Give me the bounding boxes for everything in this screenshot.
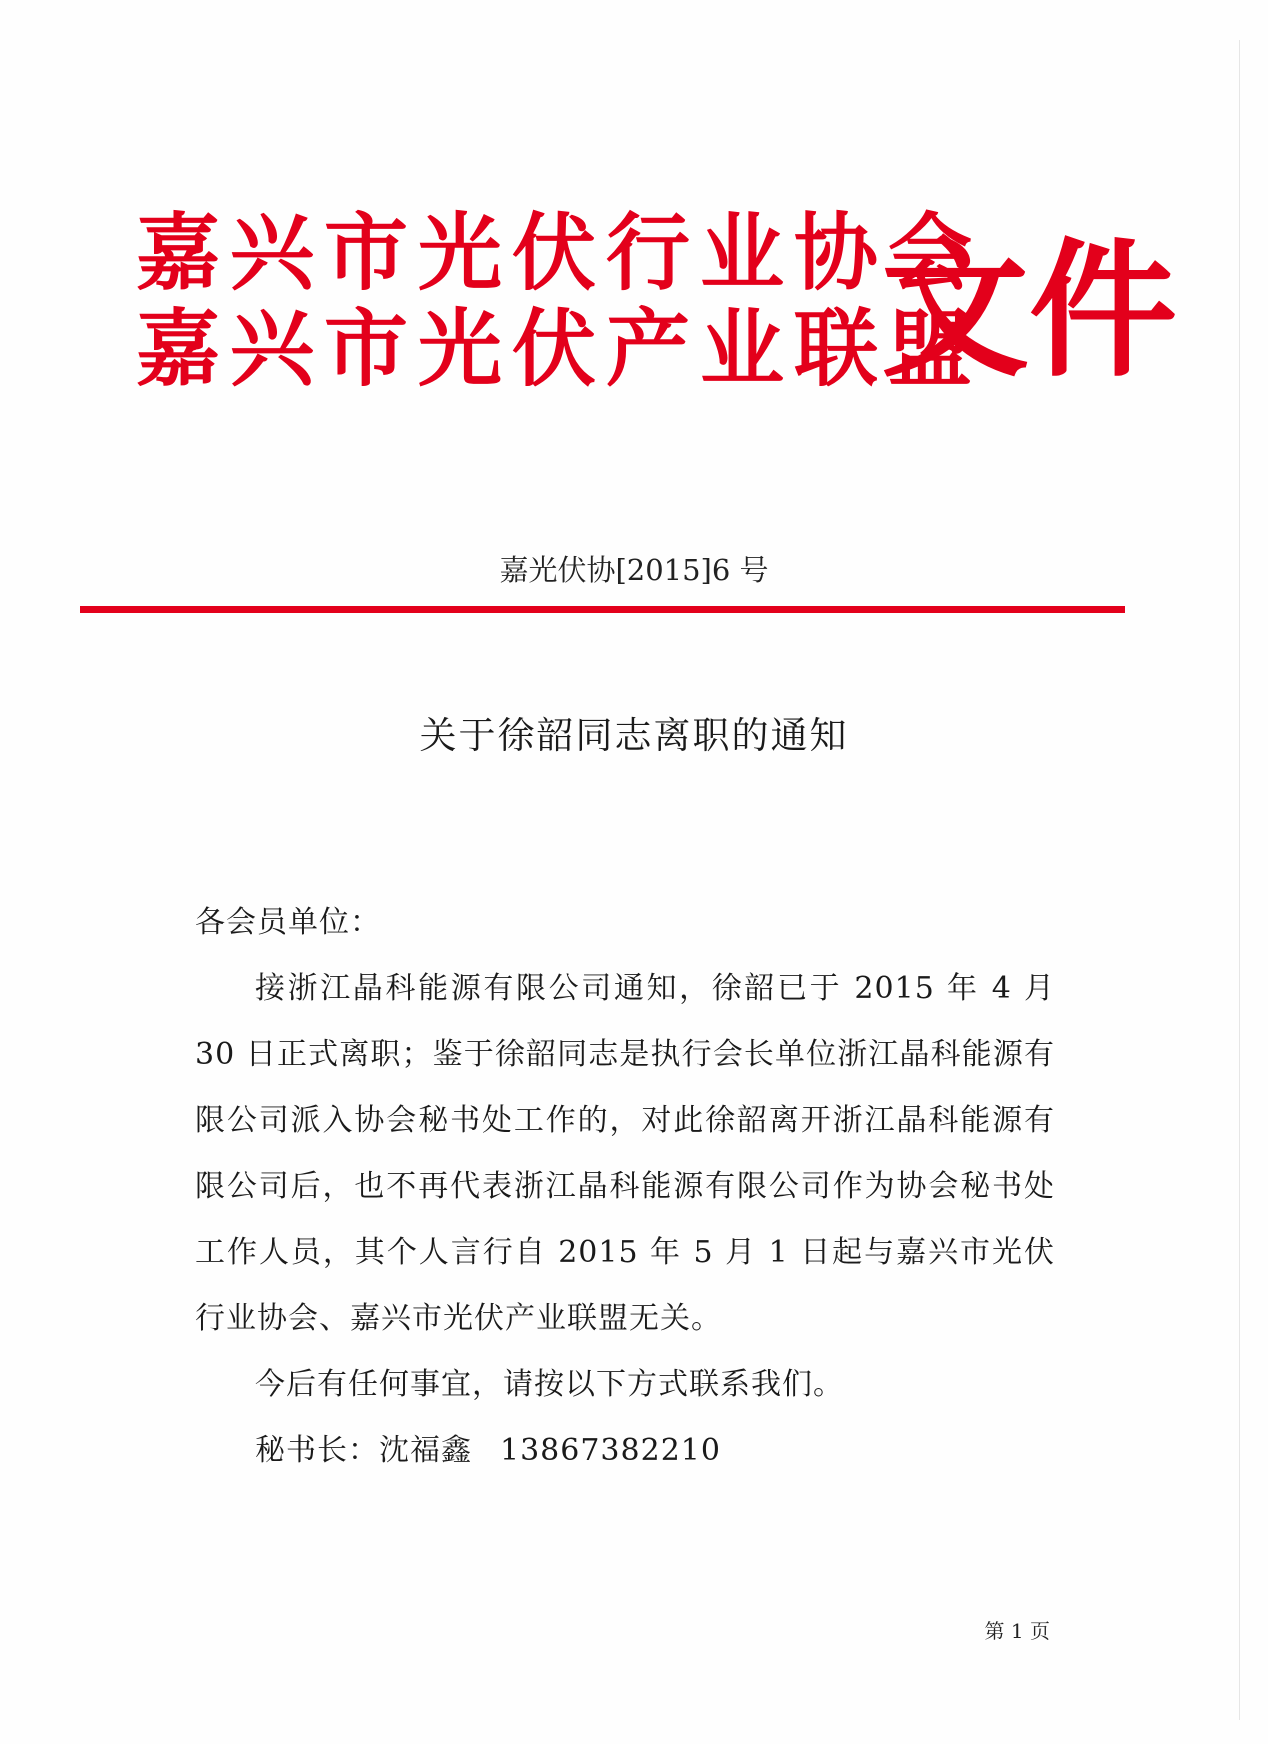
red-divider bbox=[80, 606, 1125, 613]
letterhead bbox=[136, 203, 1177, 415]
scan-edge-line bbox=[1239, 40, 1240, 1720]
notice-title: 关于徐韶同志离职的通知 bbox=[419, 714, 849, 757]
paragraph-main: 接浙江晶科能源有限公司通知，徐韶已于 2015 年 4 月 30 日正式离职；鉴于徐韶同志是执行会长单位浙江晶科能源有限公司派入协会秘书处工作的，对此徐韶离开浙江晶科能源有限公司后，也不再代表浙江晶科能源有限公司作为协会秘书处工作人员，其个人言行自 2015 年 5 月 1 日起与嘉兴市光伏行业协会、嘉兴市光伏产业联盟无关。 bbox=[195, 971, 1055, 1336]
document-number: 嘉光伏协[2015]6 号 bbox=[499, 553, 769, 587]
letterhead-line-2: 嘉兴市光伏产业联盟 bbox=[136, 299, 983, 398]
salutation: 各会员单位： bbox=[195, 905, 381, 940]
notice-body bbox=[195, 890, 1055, 1484]
letterhead-suffix: 文件 bbox=[881, 223, 1177, 397]
paragraph-contact-intro: 今后有任何事宜，请按以下方式联系我们。 bbox=[255, 1367, 844, 1402]
contact-label: 秘书长：沈福鑫 bbox=[255, 1433, 472, 1468]
contact-phone: 13867382210 bbox=[500, 1433, 721, 1468]
contact-line bbox=[195, 1418, 1055, 1484]
letterhead-line-1: 嘉兴市光伏行业协会 bbox=[136, 203, 983, 302]
page-number: 第 1 页 bbox=[984, 1619, 1050, 1643]
